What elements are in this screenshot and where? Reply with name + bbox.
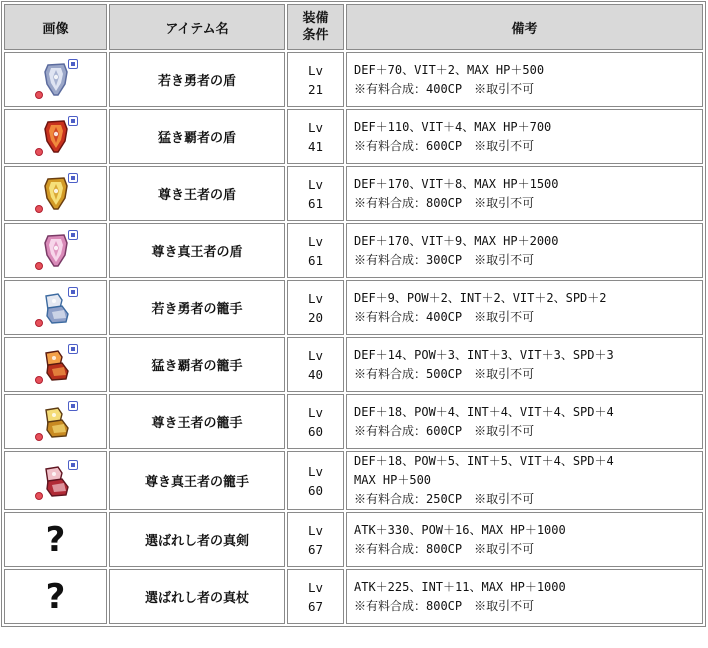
note-line: ※有料合成：400CP ※取引不可 <box>354 81 535 96</box>
silver-shield-icon <box>36 60 76 100</box>
equip-condition <box>287 223 344 278</box>
level-value: 61 <box>307 252 324 268</box>
gold-gauntlet-icon <box>36 402 76 442</box>
item-dot-icon <box>35 492 43 500</box>
level-label: Lv <box>307 463 324 479</box>
table-row <box>4 569 703 624</box>
item-badge-icon <box>68 401 78 411</box>
item-notes <box>346 451 703 510</box>
table-row <box>4 223 703 278</box>
note-line: DEF＋18、POW＋4、INT＋4、VIT＋4、SPD＋4 <box>354 404 614 419</box>
item-dot-icon <box>35 148 43 156</box>
item-dot-icon <box>35 262 43 270</box>
header-image: 画像 <box>4 4 107 50</box>
item-name: 尊き王者の盾 <box>109 166 285 221</box>
level-label: Lv <box>307 522 324 538</box>
level-value: 20 <box>307 309 324 325</box>
item-notes <box>346 569 703 624</box>
note-line: DEF＋14、POW＋3、INT＋3、VIT＋3、SPD＋3 <box>354 347 614 362</box>
item-name: 尊き真王者の籠手 <box>109 451 285 510</box>
note-line: DEF＋70、VIT＋2、MAX HP＋500 <box>354 62 545 77</box>
item-image-cell <box>4 512 107 567</box>
note-line: ※有料合成：500CP ※取引不可 <box>354 366 535 381</box>
note-line: ※有料合成：250CP ※取引不可 <box>354 492 535 506</box>
item-notes <box>346 337 703 392</box>
item-image-cell <box>4 52 107 107</box>
item-name: 尊き真王者の盾 <box>109 223 285 278</box>
header-cond-line2: 条件 <box>302 28 329 43</box>
item-image-cell <box>4 451 107 510</box>
level-label: Lv <box>307 176 324 192</box>
item-badge-icon <box>68 116 78 126</box>
header-notes: 備考 <box>346 4 703 50</box>
level-label: Lv <box>307 347 324 363</box>
item-badge-icon <box>68 287 78 297</box>
note-line: ※有料合成：800CP ※取引不可 <box>354 598 535 613</box>
equip-condition <box>287 280 344 335</box>
header-equip-condition <box>287 4 344 50</box>
item-badge-icon <box>68 230 78 240</box>
note-line: ※有料合成：800CP ※取引不可 <box>354 195 535 210</box>
header-item-name: アイテム名 <box>109 4 285 50</box>
table-row <box>4 166 703 221</box>
equip-condition <box>287 512 344 567</box>
crimson-gauntlet-icon <box>36 461 76 501</box>
equipment-table <box>1 1 706 627</box>
item-name: 若き勇者の籠手 <box>109 280 285 335</box>
equip-condition <box>287 394 344 449</box>
level-value: 40 <box>307 366 324 382</box>
level-value: 41 <box>307 138 324 154</box>
item-notes <box>346 280 703 335</box>
item-dot-icon <box>35 319 43 327</box>
level-value: 60 <box>307 423 324 439</box>
item-notes <box>346 394 703 449</box>
equip-condition <box>287 451 344 510</box>
equip-condition <box>287 52 344 107</box>
item-notes <box>346 52 703 107</box>
equip-condition <box>287 337 344 392</box>
note-line: DEF＋9、POW＋2、INT＋2、VIT＋2、SPD＋2 <box>354 290 607 305</box>
level-label: Lv <box>307 119 324 135</box>
red-shield-icon <box>36 117 76 157</box>
item-image-cell <box>4 223 107 278</box>
question-mark-icon: ? <box>45 576 66 617</box>
item-image-cell <box>4 109 107 164</box>
item-dot-icon <box>35 205 43 213</box>
note-line: DEF＋170、VIT＋8、MAX HP＋1500 <box>354 176 559 191</box>
item-image-cell <box>4 166 107 221</box>
gold-shield-icon <box>36 174 76 214</box>
table-row <box>4 280 703 335</box>
header-cond-line1: 装備 <box>302 11 329 26</box>
table-row <box>4 52 703 107</box>
item-image-cell <box>4 280 107 335</box>
red-gauntlet-icon <box>36 345 76 385</box>
table-row <box>4 109 703 164</box>
item-dot-icon <box>35 433 43 441</box>
level-value: 61 <box>307 195 324 211</box>
item-badge-icon <box>68 59 78 69</box>
note-line: MAX HP＋500 <box>354 473 432 487</box>
item-dot-icon <box>35 376 43 384</box>
table-row <box>4 451 703 510</box>
item-badge-icon <box>68 173 78 183</box>
level-value: 60 <box>307 482 324 498</box>
note-line: ※有料合成：600CP ※取引不可 <box>354 423 535 438</box>
item-notes <box>346 223 703 278</box>
pink-shield-icon <box>36 231 76 271</box>
item-notes <box>346 512 703 567</box>
level-label: Lv <box>307 290 324 306</box>
item-name: 猛き覇者の籠手 <box>109 337 285 392</box>
note-line: DEF＋18、POW＋5、INT＋5、VIT＋4、SPD＋4 <box>354 454 614 468</box>
table-row <box>4 512 703 567</box>
level-value: 67 <box>307 598 324 614</box>
equip-condition <box>287 166 344 221</box>
level-value: 21 <box>307 81 324 97</box>
item-name: 尊き王者の籠手 <box>109 394 285 449</box>
level-label: Lv <box>307 579 324 595</box>
item-image-cell <box>4 394 107 449</box>
level-label: Lv <box>307 233 324 249</box>
note-line: ※有料合成：400CP ※取引不可 <box>354 309 535 324</box>
silver-gauntlet-icon <box>36 288 76 328</box>
item-name: 猛き覇者の盾 <box>109 109 285 164</box>
item-name: 選ばれし者の真杖 <box>109 569 285 624</box>
note-line: DEF＋110、VIT＋4、MAX HP＋700 <box>354 119 552 134</box>
item-name: 選ばれし者の真剣 <box>109 512 285 567</box>
note-line: ※有料合成：600CP ※取引不可 <box>354 138 535 153</box>
note-line: ATK＋225、INT＋11、MAX HP＋1000 <box>354 579 566 594</box>
item-badge-icon <box>68 460 78 470</box>
item-image-cell <box>4 337 107 392</box>
equip-condition <box>287 109 344 164</box>
item-image-cell <box>4 569 107 624</box>
table-row <box>4 337 703 392</box>
note-line: DEF＋170、VIT＋9、MAX HP＋2000 <box>354 233 559 248</box>
level-label: Lv <box>307 62 324 78</box>
header-row <box>4 4 703 50</box>
item-notes <box>346 109 703 164</box>
item-name: 若き勇者の盾 <box>109 52 285 107</box>
item-badge-icon <box>68 344 78 354</box>
note-line: ATK＋330、POW＋16、MAX HP＋1000 <box>354 522 566 537</box>
item-notes <box>346 166 703 221</box>
note-line: ※有料合成：800CP ※取引不可 <box>354 541 535 556</box>
question-mark-icon: ? <box>45 519 66 560</box>
equip-condition <box>287 569 344 624</box>
item-dot-icon <box>35 91 43 99</box>
note-line: ※有料合成：300CP ※取引不可 <box>354 252 535 267</box>
level-value: 67 <box>307 541 324 557</box>
table-row <box>4 394 703 449</box>
level-label: Lv <box>307 404 324 420</box>
